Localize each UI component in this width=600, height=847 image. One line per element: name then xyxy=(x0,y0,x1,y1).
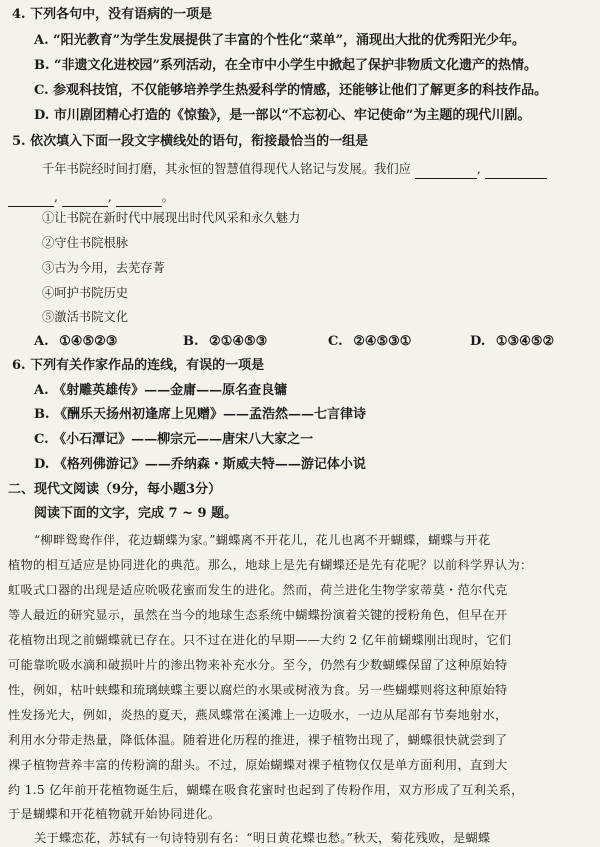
q5-text-line2: , , 。 xyxy=(8,188,174,207)
choice-letter: D. xyxy=(470,334,486,349)
choice-value: ②①④⑤③ xyxy=(209,334,268,349)
passage-line: 性发扬光大，例如，炎热的夏天，燕凤蝶常在溪滩上一边吸水，一边从尾部有节奏地射水， xyxy=(8,708,508,722)
section-title: 二、现代文阅读（9分，每小题3分） xyxy=(8,482,222,497)
q5-text-end: 。 xyxy=(161,190,174,204)
q4-option-a: A. “阳光教育”为学生发展提供了丰富的个性化“菜单”，涌现出大批的优秀阳光少年。 xyxy=(34,33,526,48)
passage-line: 关于蝶恋花，苏轼有一句诗特别有名：“明日黄花蝶也愁。”秋天，菊花残败，是蝴蝶 xyxy=(34,831,491,845)
q5-item-4: ④呵护书院历史 xyxy=(42,286,129,300)
q4-option-b: B. “非遗文化进校园”系列活动，在全市中小学生中掀起了保护非物质文化遗产的热情。 xyxy=(34,58,537,73)
q6-stem: 6. 下列有关作家作品的连线，有误的一项是 xyxy=(12,358,265,373)
choice-letter: C. xyxy=(328,334,343,349)
q5-choice-c xyxy=(328,333,411,351)
q6-option-a: A. 《射雕英雄传》——金庸——原名查良镛 xyxy=(34,383,288,398)
blank xyxy=(415,160,477,179)
blank xyxy=(485,160,547,179)
passage-line: 可能靠吮吸水滴和破损叶片的渗出物来补充水分。至今，仍然有少数蝴蝶保留了这种原始特 xyxy=(8,658,508,672)
q6-option-d: D. 《格列佛游记》——乔纳森・斯威夫特——游记体小说 xyxy=(34,457,366,472)
blank xyxy=(116,188,162,207)
choice-value: ②④⑤③① xyxy=(353,334,412,349)
q5-item-3: ③古为今用，去芜存菁 xyxy=(42,261,165,275)
passage-line: 裸子植物营养丰富的传粉滴的甜头。不过，原始蝴蝶对裸子植物仅仅是单方面利用，直到大 xyxy=(8,758,508,772)
q5-stem: 5. 依次填入下面一段文字横线处的语句，衔接最恰当的一组是 xyxy=(12,134,369,149)
q5-choice-d xyxy=(470,333,554,351)
q5-item-2: ②守住书院根脉 xyxy=(42,236,129,250)
q5-text: 千年书院经时间打磨，其永恒的智慧值得现代人铭记与发展。我们应 xyxy=(42,162,411,176)
q5-text-line1: 千年书院经时间打磨，其永恒的智慧值得现代人铭记与发展。我们应 , xyxy=(42,160,547,179)
passage-line: 约 1.5 亿年前开花植物诞生后，蝴蝶在吸食花蜜时也起到了传粉作用，双方形成了互利关系， xyxy=(8,783,524,797)
blank xyxy=(62,188,108,207)
q4-option-d: D. 市川剧团精心打造的《惊蛰》，是一部以“不忘初心、牢记使命”为主题的现代川剧。 xyxy=(34,108,531,123)
passage-line: 花植物出现之前蝴蝶就已存在。只不过在进化的早期——大约 2 亿年前蝴蝶刚出现时，它们 xyxy=(8,633,512,647)
passage-line: 于是蝴蝶和开花植物就开始协同进化。 xyxy=(8,807,221,821)
q6-option-c: C. 《小石潭记》——柳宗元——唐宋八大家之一 xyxy=(34,432,314,447)
choice-value: ①④⑤②③ xyxy=(59,334,118,349)
choice-letter: A. xyxy=(34,334,49,349)
passage-line: 利用水分带走热量，降低体温。随着进化历程的推进，裸子植物出现了，蝴蝶很快就尝到了 xyxy=(8,733,508,747)
q5-choice-a xyxy=(34,333,117,351)
passage-line: “柳畔鸳鸯作伴，花边蝴蝶为家。”蝴蝶离不开花儿，花儿也离不开蝴蝶，蝴蝶与开花 xyxy=(34,533,491,547)
q6-option-b: B. 《酬乐天扬州初逢席上见赠》——孟浩然——七言律诗 xyxy=(34,407,367,422)
passage-line: 植物的相互适应是协同进化的典范。那么，地球上是先有蝴蝶还是先有花呢？以前科学界认为： xyxy=(8,558,533,572)
blank xyxy=(8,188,54,207)
section-instruction: 阅读下面的文字，完成 7 ~ 9 题。 xyxy=(34,506,238,521)
choice-value: ①③④⑤② xyxy=(495,334,555,349)
q5-choice-b xyxy=(183,333,267,351)
q4-stem: 4. 下列各句中，没有语病的一项是 xyxy=(12,7,213,22)
q5-item-1: ①让书院在新时代中展现出时代风采和永久魅力 xyxy=(42,211,301,225)
q5-item-5: ⑤激活书院文化 xyxy=(42,310,129,324)
q4-option-c: C. 参观科技馆，不仅能够培养学生热爱科学的情感，还能够让他们了解更多的科技作品。 xyxy=(34,83,548,98)
passage-line: 性，例如，枯叶蛱蝶和琉璃蛱蝶主要以腐烂的水果或树液为食。另一些蝴蝶则将这种原始特 xyxy=(8,683,508,697)
passage-line: 虹吸式口器的出现是适应吮吸花蜜而发生的进化。然而，荷兰进化生物学家蒂莫・范尔代克 xyxy=(8,583,508,597)
passage-line: 等人最近的研究显示，虽然在当今的地球生态系统中蝴蝶扮演着关键的授粉角色，但早在开 xyxy=(8,608,508,622)
choice-letter: B. xyxy=(183,334,199,349)
